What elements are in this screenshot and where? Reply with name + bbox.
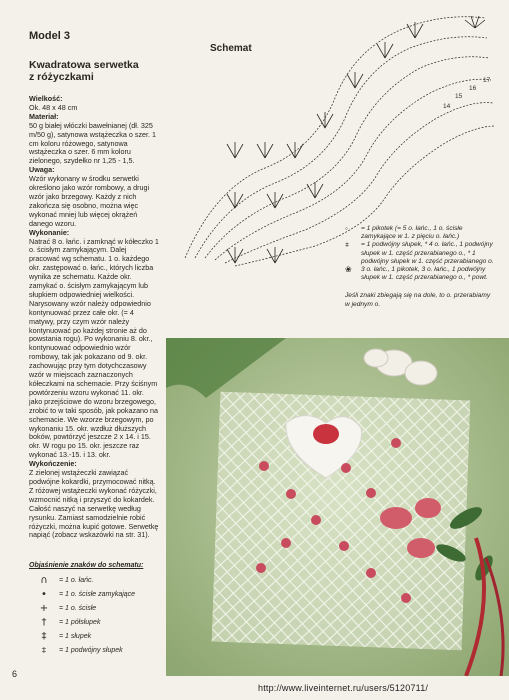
diagram-row-numbers (443, 77, 491, 110)
row-number: 14 (443, 103, 451, 110)
legend-item-text: = 1 półsłupek (59, 619, 101, 626)
material-text: 50 g białej włóczki bawełnianej (dł. 325 m/50 g), satynowa wstążeczka o szer. 1 cm koloru różowego, satynowa wstążeczka o szer. 6 mm koloru zielonego, szydełko nr 1,25 - 1,5. (29, 120, 157, 166)
schema-title: Schemat (210, 43, 252, 54)
doily-photo (166, 338, 509, 676)
finish-text: Z zielonej wstążeczki zawiązać podwójne kokardki, przymocować nitką. Z różowej wstążeczki wykonać różyczki, wzmocnić nitką i przyszyć do kokardek. Całość naszyć na serwetkę według rysunku. Zamiast samodzielnie robić różyczki, można kupić gotowe. Serwetkę napiąć (zobacz wskazówki na str. 31). (29, 468, 159, 540)
work-heading: Wykonanie: (29, 227, 70, 237)
pattern-title (29, 59, 149, 83)
row-number: 17 (483, 77, 491, 84)
legend-item (29, 574, 169, 588)
source-watermark: http://www.liveinternet.ru/users/5120711/ (258, 683, 429, 693)
treble-cluster-icon: ⧧ (345, 240, 350, 250)
key-text: = 1 podwójny słupek, * 4 o. łańc., 1 podwójny słupek w 1. część przerabianego o., * 1 podwójny słupek w 1. część przerabianego o. (361, 241, 494, 265)
size-heading: Wielkość: (29, 94, 63, 103)
schema-key (345, 225, 495, 309)
legend-item-text: = 1 podwójny słupek (59, 647, 123, 654)
material-heading: Materiał: (29, 111, 59, 121)
legend-item (29, 630, 169, 644)
work-text: Natrać 8 o. łańc. i zamknąć w kółeczko 1 o. ścisłym zamykającym. Dalej pracować wg schematu. 1 o. każdego okr. zastępować o. łańc., których liczba wynika ze schematu. Każde okr. zamykać o. ścisłym zamykającym lub słupkiem odpowiedniej wielkości. Narysowany wzór należy odpowiednio kontynuować przez całe okr. (= 4 matywy, przy czym wzór należy kontynuować po każdej stronie aż do powstania rogu). Po wykonaniu 8. okr., kontynuować odpowiednio wzór rombowy, tak jak pokazano od 9. okr. zachowując przy tym dotychczasowy wzór w miejscach zaznaczonych kółeczkami na schemacie. Przy ściśnym powtórzeniu wzoru wykonać 11. okr. jako przejściowe do wzoru brzegowego, zrobić to w taki sposób, jak pokazano na schemacie. We wzorze brzegowym, po wykonaniu 15. okr. wzdłuż dłuższych boków, powtórzyć jeszcze 2 x 14. i 15. okr. W rogu po 15. okr. jeszcze raz wykonać 13.-15. i 13. okr. (29, 236, 159, 460)
instructions (29, 95, 159, 540)
doily-photo-image (166, 338, 509, 676)
note-text: Wzór wykonany w środku serwetki określono jako wzór rombowy, a drugi wzór jako brzegowy. Każdy z nich zakończa się osobno, można więc wykonać mniej lub więcej okrążeń danego wzoru. (29, 174, 150, 228)
legend-item (29, 588, 169, 602)
legend-item-text: = 1 o. łańc. (59, 577, 94, 584)
legend-item (29, 602, 169, 616)
key-item (345, 225, 495, 241)
key-text: = 1 pikotek (= 5 o. łańc., 1 o. ścisłe zamykające w 1. z pięciu o. łańc.) (361, 225, 463, 241)
half-double-icon: † (41, 617, 47, 628)
row-number: 15 (455, 93, 463, 100)
slip-stitch-icon: • (41, 589, 47, 600)
finish-heading: Wykończenie: (29, 459, 77, 469)
picot-icon: ◦ (345, 224, 348, 233)
double-crochet-icon: ‡ (41, 631, 47, 642)
pattern-title-line2: z różyczkami (29, 71, 94, 83)
symbol-legend (29, 562, 169, 658)
legend-item-text: = 1 o. ścisłe zamykające (59, 591, 136, 598)
page-number: 6 (12, 669, 18, 679)
model-title: Model 3 (29, 30, 70, 42)
key-note: Jeśli znaki zbiegają się na dole, to o. przerabiamy w jednym o. (345, 292, 491, 308)
key-item (345, 241, 495, 266)
key-item (345, 266, 495, 282)
pattern-title-line1: Kwadratowa serwetka (29, 59, 139, 71)
treble-crochet-icon: ⧧ (41, 645, 47, 656)
legend-item (29, 644, 169, 658)
row-number: 16 (469, 85, 477, 92)
key-text: 3 o. łańc., 1 pikotek, 3 o. łańc., 1 podwójny słupek w 1. część przerabianego o., * powt. (361, 266, 488, 282)
flower-motif-icon: ❀ (345, 265, 352, 275)
size-text: Ok. 48 x 48 cm (29, 102, 78, 112)
legend-item-text: = 1 słupek (59, 633, 92, 640)
chain-stitch-icon: ∩ (40, 575, 48, 586)
legend-item (29, 616, 169, 630)
legend-item-text: = 1 o. ścisłe (59, 605, 97, 612)
note-heading: Uwaga: (29, 165, 55, 175)
legend-heading: Objaśnienie znaków do schematu: (29, 562, 144, 569)
single-crochet-icon: + (39, 603, 49, 614)
